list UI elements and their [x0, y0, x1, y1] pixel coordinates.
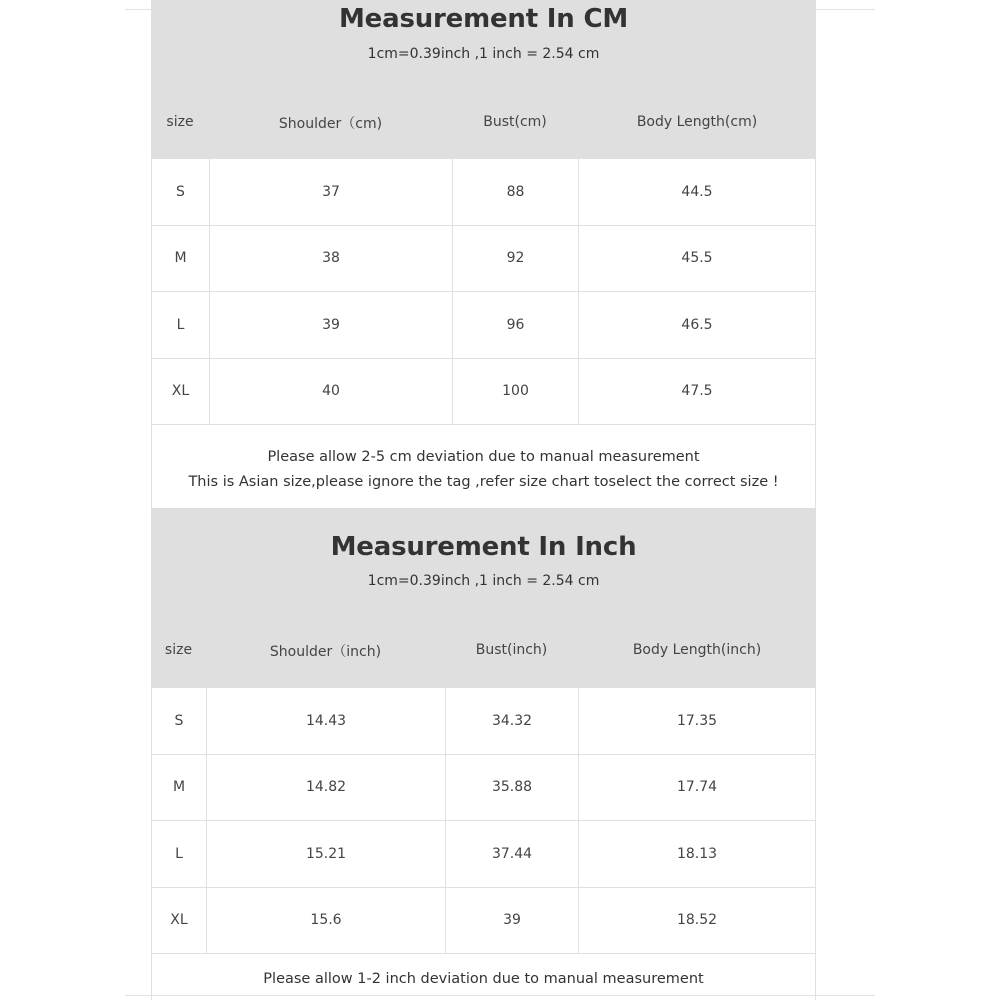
inch-size-cell: M [152, 755, 207, 821]
cm-bust-cell: 96 [453, 292, 579, 358]
cm-size-cell: XL [152, 359, 210, 425]
cm-body-length-cell: 46.5 [681, 316, 713, 333]
inch-col-bust: Bust(inch) [475, 642, 548, 658]
cm-size-cell: M [152, 226, 210, 292]
inch-shoulder-cell: 15.21 [207, 821, 446, 887]
cm-deviation-note: Please allow 2-5 cm deviation due to manual measurement [267, 449, 700, 465]
cm-col-body-length: Body Length(cm) [636, 114, 758, 130]
bottom-divider [125, 995, 875, 996]
table-row [151, 292, 816, 359]
cm-body-length-cell: 45.5 [681, 250, 713, 267]
inch-size-cell: XL [152, 888, 207, 954]
cm-col-size: size [166, 114, 194, 130]
inch-bust-cell: 34.32 [446, 688, 579, 754]
inch-shoulder-cell: 14.82 [207, 755, 446, 821]
table-row [151, 159, 816, 226]
cm-size-cell: L [152, 292, 210, 358]
cm-col-shoulder: Shoulder（cm) [278, 116, 383, 132]
inch-body-length-cell: 17.35 [676, 712, 718, 729]
cm-col-bust: Bust(cm) [483, 114, 547, 130]
inch-body-length-cell: 18.52 [676, 912, 718, 929]
inch-deviation-note: Please allow 1-2 inch deviation due to manual measurement [263, 971, 704, 987]
inch-bust-cell: 39 [446, 888, 579, 954]
cm-body-length-cell: 47.5 [681, 383, 713, 400]
size-chart [151, 0, 816, 1000]
cm-shoulder-cell: 38 [210, 226, 453, 292]
asian-size-note: This is Asian size,please ignore the tag ,refer size chart toselect the correct size ! [188, 474, 779, 490]
cm-bust-cell: 100 [453, 359, 579, 425]
table-row [151, 755, 816, 822]
inch-header [151, 508, 816, 688]
cm-shoulder-cell: 39 [210, 292, 453, 358]
inch-shoulder-cell: 14.43 [207, 688, 446, 754]
inch-col-size: size [164, 642, 193, 658]
inch-body-length-cell: 18.13 [676, 845, 718, 862]
cm-header [151, 0, 816, 159]
cm-notes [151, 425, 816, 508]
inch-size-cell: S [152, 688, 207, 754]
cm-section [151, 0, 816, 508]
cm-title: Measurement In CM [339, 4, 628, 34]
inch-size-cell: L [152, 821, 207, 887]
cm-bust-cell: 88 [453, 159, 579, 225]
cm-bust-cell: 92 [453, 226, 579, 292]
inch-bust-cell: 37.44 [446, 821, 579, 887]
cm-shoulder-cell: 37 [210, 159, 453, 225]
inch-bust-cell: 35.88 [446, 755, 579, 821]
cm-size-cell: S [152, 159, 210, 225]
cm-body-length-cell: 44.5 [681, 183, 713, 200]
inch-body-length-cell: 17.74 [676, 779, 718, 796]
inch-col-shoulder: Shoulder（inch) [269, 644, 382, 660]
cm-shoulder-cell: 40 [210, 359, 453, 425]
inch-section [151, 508, 816, 1000]
cm-conversion-note: 1cm=0.39inch ,1 inch = 2.54 cm [367, 46, 600, 62]
table-row [151, 888, 816, 955]
table-row [151, 821, 816, 888]
table-row [151, 359, 816, 426]
table-row [151, 226, 816, 293]
inch-notes [151, 954, 816, 1000]
inch-title: Measurement In Inch [330, 532, 637, 562]
table-row [151, 688, 816, 755]
inch-conversion-note: 1cm=0.39inch ,1 inch = 2.54 cm [367, 573, 600, 589]
inch-shoulder-cell: 15.6 [207, 888, 446, 954]
inch-col-body-length: Body Length(inch) [632, 642, 762, 658]
